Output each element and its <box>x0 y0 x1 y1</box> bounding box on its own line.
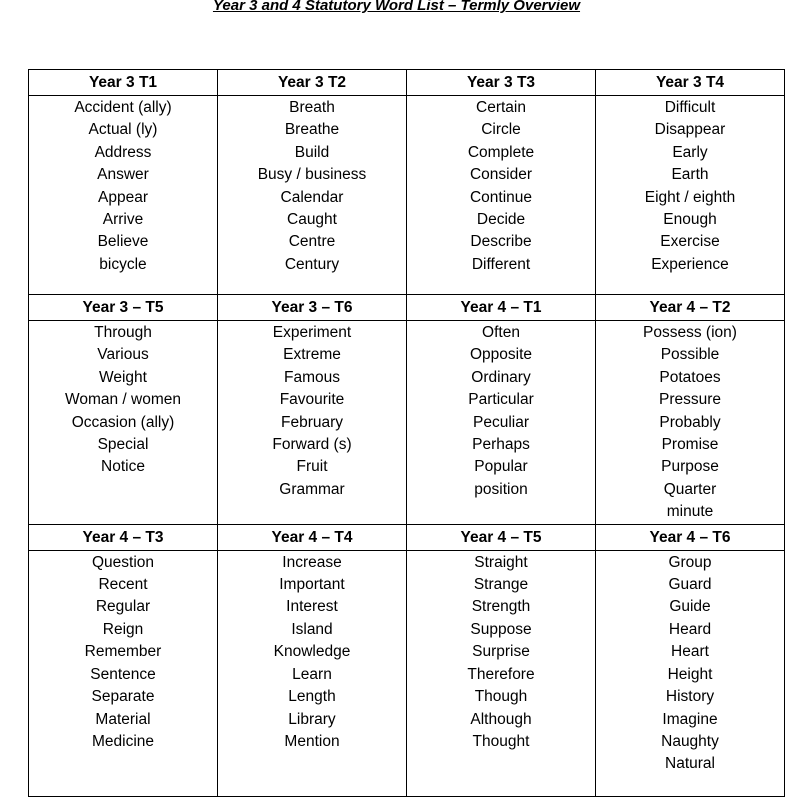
word-item: Address <box>94 143 152 161</box>
word-item: Separate <box>91 688 155 706</box>
term-word-list <box>218 550 407 796</box>
word-item: Build <box>294 143 330 161</box>
word-item: Straight <box>474 553 528 571</box>
term-word-list <box>218 321 407 525</box>
word-item: Peculiar <box>473 413 529 431</box>
term-word-list <box>596 96 785 295</box>
term-heading: Year 4 – T4 <box>218 524 407 550</box>
word-item: position <box>474 480 528 498</box>
term-word-list <box>407 321 596 525</box>
word-item: Favourite <box>279 391 345 409</box>
term-word-list <box>407 550 596 796</box>
word-item: Learn <box>292 665 332 683</box>
word-item: Various <box>97 346 149 364</box>
term-heading-row <box>29 524 785 550</box>
word-item: Special <box>97 436 149 454</box>
word-item: Actual (ly) <box>88 121 158 139</box>
document-title: Year 3 and 4 Statutory Word List – Termly Overview <box>212 0 581 14</box>
word-item: Strength <box>471 598 531 616</box>
word-item: Appear <box>98 188 148 206</box>
term-word-list <box>596 321 785 525</box>
word-item: Strange <box>473 576 529 594</box>
word-item: Early <box>672 143 708 161</box>
word-item: Weight <box>99 368 147 386</box>
word-item: Reign <box>102 620 144 638</box>
word-item: History <box>665 688 715 706</box>
word-list-table-body <box>29 70 785 797</box>
word-item: Difficult <box>664 99 716 116</box>
word-item: Fruit <box>296 458 328 476</box>
word-item: Woman / women <box>64 391 181 409</box>
word-item: Purpose <box>661 458 719 476</box>
word-item: Disappear <box>654 121 726 139</box>
word-item: Important <box>279 576 345 594</box>
term-word-list <box>596 550 785 796</box>
word-item: Therefore <box>467 665 535 683</box>
word-item: Recent <box>98 576 148 594</box>
term-heading: Year 3 T3 <box>407 70 596 96</box>
word-item: Possible <box>660 346 720 364</box>
word-item: Forward (s) <box>272 436 352 454</box>
word-item: Heart <box>671 643 709 661</box>
word-item: Eight / eighth <box>644 188 736 206</box>
word-item: Notice <box>101 458 145 476</box>
word-item: Promise <box>661 436 719 454</box>
word-item: Heard <box>668 620 712 638</box>
word-item: minute <box>666 503 714 521</box>
word-item: Regular <box>95 598 151 616</box>
word-item: Particular <box>468 391 534 409</box>
word-item: Earth <box>671 166 709 184</box>
word-item: Often <box>482 324 520 341</box>
term-heading: Year 4 – T1 <box>407 295 596 321</box>
word-item: Possess (ion) <box>643 324 737 341</box>
word-item: Perhaps <box>472 436 530 454</box>
word-item: Library <box>288 710 336 728</box>
term-word-list <box>407 96 596 295</box>
word-item: Question <box>91 553 155 571</box>
word-item: Natural <box>665 755 715 773</box>
word-item: Caught <box>287 211 337 229</box>
term-heading: Year 3 T1 <box>29 70 218 96</box>
word-item: Medicine <box>91 732 155 750</box>
word-item: Centre <box>288 233 336 251</box>
word-item: Consider <box>469 166 533 184</box>
term-word-list <box>218 96 407 295</box>
word-item: Through <box>94 324 152 341</box>
word-list-table <box>28 69 785 797</box>
word-item: Potatoes <box>659 368 721 386</box>
word-item: Length <box>288 688 336 706</box>
word-item: Accident (ally) <box>74 99 172 116</box>
word-item: Opposite <box>469 346 533 364</box>
word-item: Breath <box>289 99 335 116</box>
word-item: Exercise <box>660 233 720 251</box>
word-item: Certain <box>476 99 526 116</box>
term-heading-row <box>29 70 785 96</box>
word-item: Complete <box>467 143 535 161</box>
term-words-row <box>29 321 785 525</box>
word-item: Guide <box>669 598 711 616</box>
word-item: Naughty <box>661 732 719 750</box>
term-heading: Year 3 T4 <box>596 70 785 96</box>
term-heading: Year 3 – T5 <box>29 295 218 321</box>
word-item: February <box>280 413 344 431</box>
word-item: Believe <box>97 233 149 251</box>
word-item: Ordinary <box>471 368 531 386</box>
word-item: Enough <box>663 211 717 229</box>
term-heading: Year 4 – T5 <box>407 524 596 550</box>
word-item: Experiment <box>272 324 352 341</box>
term-heading: Year 4 – T2 <box>596 295 785 321</box>
word-item: Experience <box>651 255 729 273</box>
word-item: Remember <box>84 643 162 661</box>
word-item: Although <box>470 710 532 728</box>
word-item: Though <box>474 688 528 706</box>
word-item: Different <box>471 255 531 273</box>
word-item: Imagine <box>662 710 718 728</box>
word-item: Probably <box>659 413 721 431</box>
word-item: Mention <box>284 732 340 750</box>
word-item: Group <box>668 553 712 571</box>
term-words-row <box>29 550 785 796</box>
word-item: bicycle <box>99 255 147 273</box>
term-heading: Year 4 – T3 <box>29 524 218 550</box>
term-words-row <box>29 96 785 295</box>
word-item: Quarter <box>663 480 717 498</box>
word-item: Material <box>95 710 151 728</box>
term-heading: Year 3 T2 <box>218 70 407 96</box>
term-heading: Year 4 – T6 <box>596 524 785 550</box>
word-item: Busy / business <box>257 166 367 184</box>
word-item: Calendar <box>280 188 344 206</box>
word-item: Describe <box>470 233 532 251</box>
word-item: Height <box>667 665 713 683</box>
word-item: Suppose <box>470 620 532 638</box>
word-item: Answer <box>97 166 149 184</box>
word-item: Continue <box>469 188 533 206</box>
word-item: Occasion (ally) <box>71 413 175 431</box>
term-word-list <box>29 550 218 796</box>
word-item: Decide <box>476 211 526 229</box>
word-item: Famous <box>284 368 340 386</box>
word-item: Century <box>284 255 340 273</box>
word-item: Grammar <box>279 480 345 498</box>
word-item: Arrive <box>102 211 144 229</box>
word-item: Surprise <box>472 643 530 661</box>
term-word-list <box>29 321 218 525</box>
word-item: Breathe <box>284 121 340 139</box>
word-item: Thought <box>472 732 530 750</box>
term-heading-row <box>29 295 785 321</box>
word-item: Island <box>291 620 333 638</box>
term-heading: Year 3 – T6 <box>218 295 407 321</box>
word-item: Pressure <box>658 391 722 409</box>
word-item: Extreme <box>283 346 341 364</box>
word-item: Circle <box>481 121 521 139</box>
word-item: Guard <box>668 576 712 594</box>
word-item: Popular <box>474 458 528 476</box>
word-item: Sentence <box>90 665 156 683</box>
word-item: Interest <box>286 598 338 616</box>
word-item: Knowledge <box>273 643 351 661</box>
term-word-list <box>29 96 218 295</box>
word-item: Increase <box>282 553 342 571</box>
